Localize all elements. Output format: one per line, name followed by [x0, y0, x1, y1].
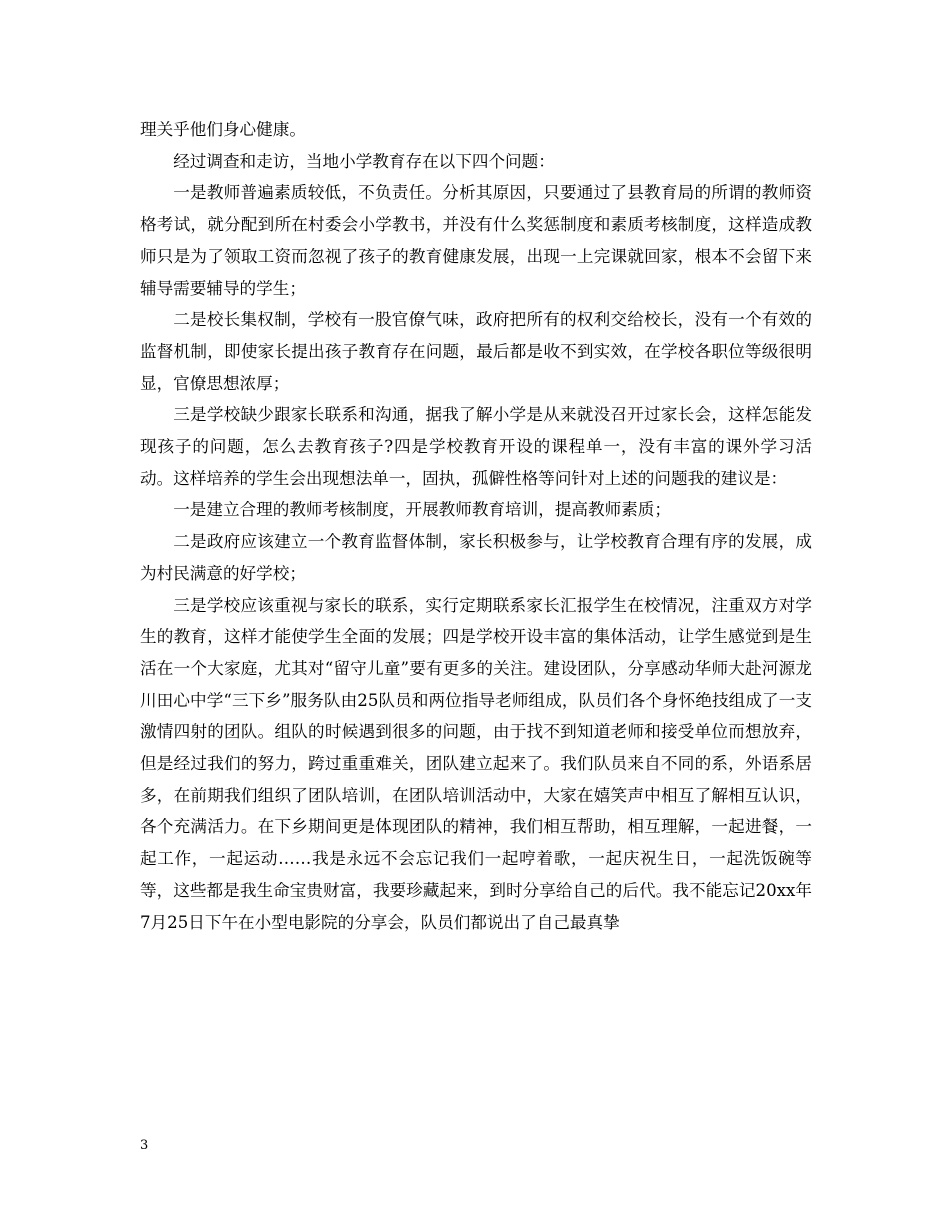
paragraph-8: 三是学校应该重视与家长的联系，实行定期联系家长汇报学生在校情况，注重双方对学生的教育，这样才能使学生全面的发展；四是学校开设丰富的集体活动，让学生感觉到是生活在一个大家庭，尤其对“留守儿童”要有更多的关注。建设团队，分享感动华师大赴河源龙川田心中学“三下乡”服务队由25队员和两位指导老师组成，队员们各个身怀绝技组成了一支激情四射的团队。组队的时候遇到很多的问题，由于找不到知道老师和接受单位而想放弃，但是经过我们的努力，跨过重重难关，团队建立起来了。我们队员来自不同的系，外语系居多，在前期我们组织了团队培训，在团队培训活动中，大家在嬉笑声中相互了解相互认识，各个充满活力。在下乡期间更是体现团队的精神，我们相互帮助，相互理解，一起进餐，一起工作，一起运动……我是永远不会忘记我们一起哼着歌，一起庆祝生日，一起洗饭碗等等，这些都是我生命宝贵财富，我要珍藏起来，到时分享给自己的后代。我不能忘记20xx年7月25日下午在小型电影院的分享会，队员们都说出了自己最真挚	[140, 595, 812, 932]
paragraph-5: 三是学校缺少跟家长联系和沟通，据我了解小学是从来就没召开过家长会，这样怎能发现孩子的问题，怎么去教育孩子?四是学校教育开设的课程单一，没有丰富的课外学习活动。这样培养的学生会出现想法单一，固执，孤僻性格等问针对上述的问题我的建议是：	[140, 405, 812, 488]
paragraph-2: 经过调查和走访，当地小学教育存在以下四个问题：	[173, 151, 555, 171]
body-text	[140, 114, 812, 938]
paragraph-1: 理关乎他们身心健康。	[140, 120, 306, 139]
paragraph-7: 二是政府应该建立一个教育监督体制，家长积极参与，让学校教育合理有序的发展，成为村民满意的好学校；	[140, 532, 812, 583]
page-number: 3	[140, 1138, 149, 1153]
paragraph-4: 二是校长集权制，学校有一股官僚气味，政府把所有的权利交给校长，没有一个有效的监督机制，即使家长提出孩子教育存在问题，最后都是收不到实效，在学校各职位等级很明显，官僚思想浓厚；	[140, 310, 812, 393]
paragraph-6: 一是建立合理的教师考核制度，开展教师教育培训，提高教师素质；	[173, 500, 671, 520]
paragraph-3: 一是教师普遍素质较低，不负责任。分析其原因，只要通过了县教育局的所谓的教师资格考试，就分配到所在村委会小学教书，并没有什么奖惩制度和素质考核制度，这样造成教师只是为了领取工资而忽视了孩子的教育健康发展，出现一上完课就回家，根本不会留下来辅导需要辅导的学生；	[140, 183, 812, 298]
